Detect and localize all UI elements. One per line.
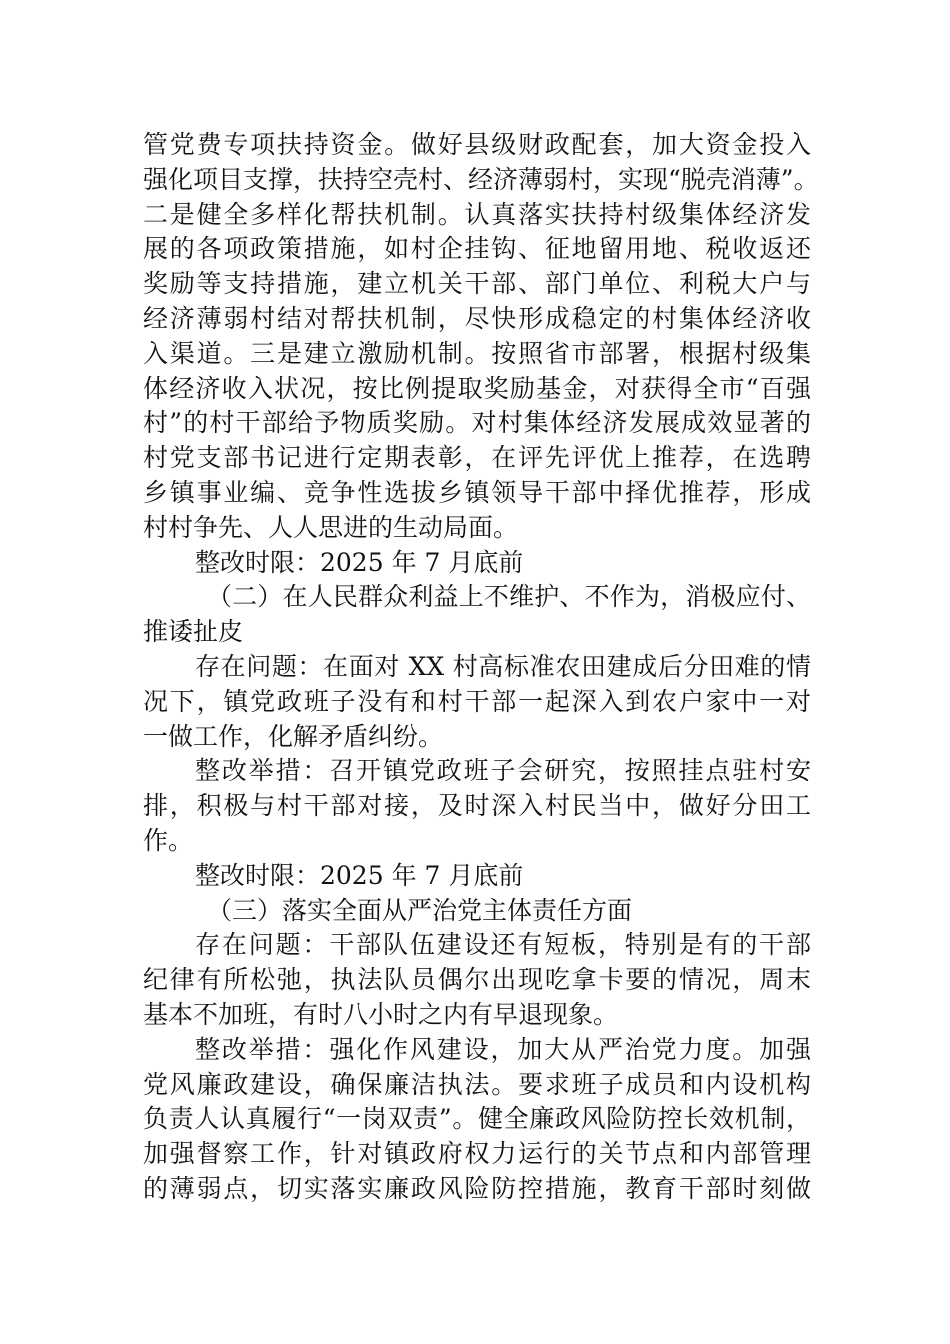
text-line: 整改举措：召开镇党政班子会研究，按照挂点驻村安 (195, 756, 811, 786)
text-line: 整改时限：2025 年 7 月底前 (195, 860, 524, 890)
text-line: 纪律有所松弛，执法队员偶尔出现吃拿卡要的情况，周末 (143, 965, 811, 995)
body-text (143, 128, 819, 1207)
text-line: 入渠道。三是建立激励机制。按照省市部署，根据村级集 (143, 338, 811, 368)
text-line: 排，积极与村干部对接，及时深入村民当中，做好分田工 (143, 791, 811, 821)
text-line: 奖励等支持措施，建立机关干部、部门单位、利税大户与 (143, 269, 811, 299)
text-line: 展的各项政策措施，如村企挂钩、征地留用地、税收返还 (143, 234, 811, 264)
text-line: 存在问题：在面对 XX 村高标准农田建成后分田难的情 (195, 651, 811, 681)
text-line: 加强督察工作，针对镇政府权力运行的关节点和内部管理 (143, 1139, 811, 1169)
text-line: 强化项目支撑，扶持空壳村、经济薄弱村，实现“脱壳消薄”。 (143, 164, 819, 194)
text-line: 推诿扯皮 (143, 617, 244, 647)
text-line: 村村争先、人人思进的生动局面。 (143, 512, 519, 542)
text-line: 经济薄弱村结对帮扶机制，尽快形成稳定的村集体经济收 (143, 303, 811, 333)
text-line: 况下，镇党政班子没有和村干部一起深入到农户家中一对 (143, 686, 811, 716)
text-line: 村党支部书记进行定期表彰，在评先评优上推荐，在选聘 (143, 443, 811, 473)
text-line: 二是健全多样化帮扶机制。认真落实扶持村级集体经济发 (143, 199, 811, 229)
text-line: 管党费专项扶持资金。做好县级财政配套，加大资金投入 (143, 130, 811, 159)
text-line: 党风廉政建设，确保廉洁执法。要求班子成员和内设机构 (143, 1069, 811, 1099)
text-line: 基本不加班，有时八小时之内有早退现象。 (143, 999, 619, 1029)
text-line: （二）在人民群众利益上不维护、不作为，消极应付、 (207, 582, 811, 612)
text-line: 体经济收入状况，按比例提取奖励基金，对获得全市“百强 (143, 373, 811, 403)
text-line: 乡镇事业编、竞争性选拔乡镇领导干部中择优推荐，形成 (143, 477, 811, 507)
text-line: 的薄弱点，切实落实廉政风险防控措施，教育干部时刻做 (143, 1173, 811, 1203)
text-line: 一做工作，化解矛盾纠纷。 (143, 721, 444, 751)
text-line: 作。 (143, 825, 194, 855)
text-line: （三）落实全面从严治党主体责任方面 (207, 895, 633, 925)
text-line: 整改举措：强化作风建设，加大从严治党力度。加强 (195, 1034, 811, 1064)
text-line: 负责人认真履行“一岗双责”。健全廉政风险防控长效机制， (143, 1104, 811, 1134)
text-line: 整改时限：2025 年 7 月底前 (195, 547, 524, 577)
text-line: 村”的村干部给予物质奖励。对村集体经济发展成效显著的 (143, 408, 811, 438)
text-line: 存在问题：干部队伍建设还有短板，特别是有的干部 (195, 930, 811, 960)
